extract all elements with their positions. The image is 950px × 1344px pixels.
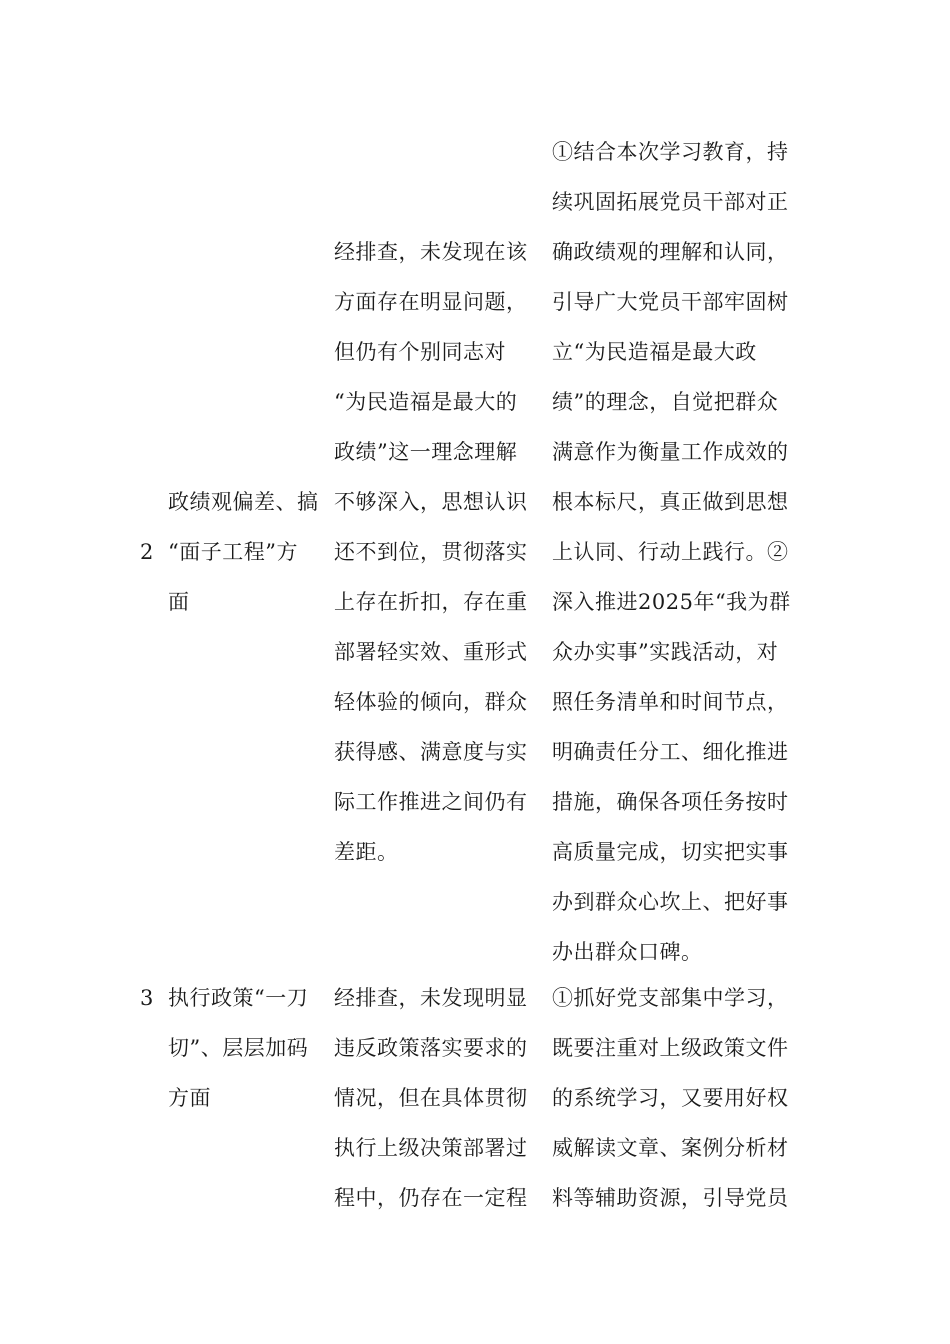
topic-line: 方面 xyxy=(168,1086,211,1110)
finding-line: 程中，仍存在一定程 xyxy=(334,1186,528,1210)
row-3-number: 3 xyxy=(140,986,154,1010)
row-2-topic xyxy=(168,477,319,627)
row-3-finding xyxy=(334,973,528,1223)
measure-line: 料等辅助资源，引导党员 xyxy=(552,1186,789,1210)
finding-line: 执行上级决策部署过 xyxy=(334,1136,528,1160)
row-2-measures xyxy=(552,127,791,977)
finding-line: 经排查，未发现明显 xyxy=(334,986,528,1010)
row-3-topic xyxy=(168,973,308,1123)
finding-line: 获得感、满意度与实 xyxy=(334,740,528,764)
finding-line: “为民造福是最大的 xyxy=(334,390,518,414)
measure-line: 根本标尺，真正做到思想 xyxy=(552,490,789,514)
finding-line: 轻体验的倾向，群众 xyxy=(334,690,528,714)
measure-line: 绩”的理念，自觉把群众 xyxy=(552,390,779,414)
finding-line: 部署轻实效、重形式 xyxy=(334,640,528,664)
measure-line: 办到群众心坎上、把好事 xyxy=(552,890,789,914)
measure-line: 满意作为衡量工作成效的 xyxy=(552,440,789,464)
measure-line: 众办实事”实践活动，对 xyxy=(552,640,779,664)
measure-line: 照任务清单和时间节点， xyxy=(552,690,789,714)
topic-line: 执行政策“一刀 xyxy=(168,986,309,1010)
measure-line: 威解读文章、案例分析材 xyxy=(552,1136,789,1160)
row-3-measures xyxy=(552,973,789,1223)
measure-line: 立“为民造福是最大政 xyxy=(552,340,757,364)
measure-line: 引导广大党员干部牢固树 xyxy=(552,290,789,314)
finding-line: 际工作推进之间仍有 xyxy=(334,790,528,814)
finding-line: 但仍有个别同志对 xyxy=(334,340,506,364)
measure-line: 明确责任分工、细化推进 xyxy=(552,740,789,764)
finding-line: 不够深入，思想认识 xyxy=(334,490,528,514)
measure-line: 既要注重对上级政策文件 xyxy=(552,1036,789,1060)
topic-line: 面 xyxy=(168,590,190,614)
measure-line: 办出群众口碑。 xyxy=(552,940,703,964)
row-2-finding xyxy=(334,227,528,877)
finding-line: 方面存在明显问题， xyxy=(334,290,528,314)
measure-line: 深入推进2025年“我为群 xyxy=(552,590,791,614)
finding-line: 政绩”这一理念理解 xyxy=(334,440,518,464)
measure-line: ①抓好党支部集中学习， xyxy=(552,986,789,1010)
measure-line: 高质量完成，切实把实事 xyxy=(552,840,789,864)
finding-line: 上存在折扣，存在重 xyxy=(334,590,528,614)
measure-line: 上认同、行动上践行。② xyxy=(552,540,789,564)
finding-line: 经排查，未发现在该 xyxy=(334,240,528,264)
measure-line: 措施，确保各项任务按时 xyxy=(552,790,789,814)
finding-line: 违反政策落实要求的 xyxy=(334,1036,528,1060)
measure-line: 续巩固拓展党员干部对正 xyxy=(552,190,789,214)
measure-line: 的系统学习，又要用好权 xyxy=(552,1086,789,1110)
measure-line: ①结合本次学习教育，持 xyxy=(552,140,789,164)
finding-line: 情况，但在具体贯彻 xyxy=(334,1086,528,1110)
finding-line: 差距。 xyxy=(334,840,399,864)
row-2-number: 2 xyxy=(140,540,154,564)
topic-line: “面子工程”方 xyxy=(168,540,298,564)
topic-line: 政绩观偏差、搞 xyxy=(168,490,319,514)
finding-line: 还不到位，贯彻落实 xyxy=(334,540,528,564)
topic-line: 切”、层层加码 xyxy=(168,1036,309,1060)
measure-line: 确政绩观的理解和认同， xyxy=(552,240,789,264)
